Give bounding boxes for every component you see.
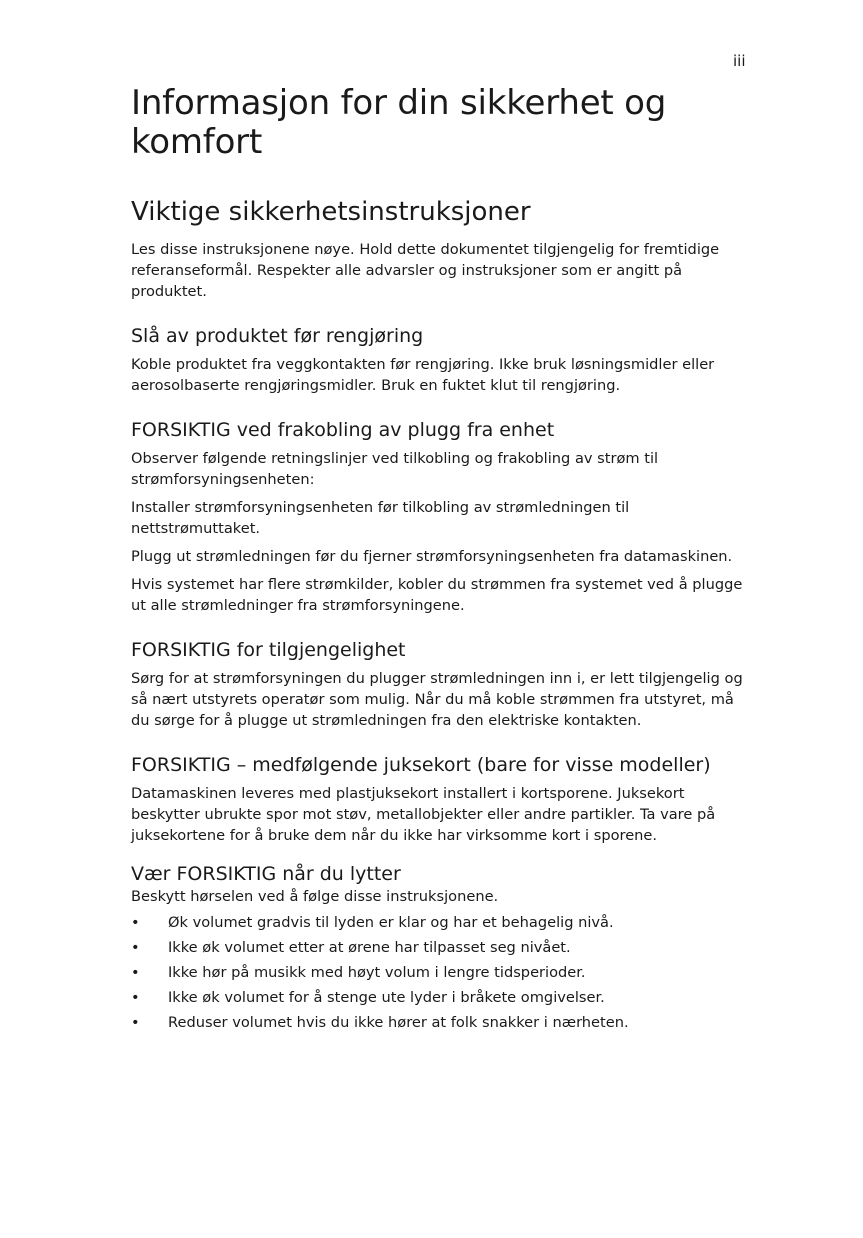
list-item-text: Ikke hør på musikk med høyt volum i lengre tidsperioder. [168,964,586,981]
unplug-section [131,418,751,616]
page-content [131,84,751,1035]
bullet-icon: • [131,989,140,1006]
list-item-text: Ikke øk volumet etter at ørene har tilpasset seg nivået. [168,939,571,956]
page-number: iii [733,52,746,70]
listening-section [131,862,751,1035]
listening-list [131,910,751,1035]
bullet-icon: • [131,914,140,931]
bullet-icon: • [131,1014,140,1031]
unplug-heading: FORSIKTIG ved frakobling av plugg fra enhet [131,419,555,441]
cleaning-section [131,324,751,396]
list-item [131,985,751,1010]
dummy-cards-text: Datamaskinen leveres med plastjuksekort installert i kortsporene. Juksekort beskytter ubrukte spor mot støv, metallobjekter eller andre partikler. Ta vare på juksekortene for å bruke dem når du ikke har virksomme kort i sporene. [131,785,716,844]
cleaning-text: Koble produktet fra veggkontakten før rengjøring. Ikke bruk løsningsmidler eller aerosolbaserte rengjøringsmidler. Bruk en fuktet klut til rengjøring. [131,356,715,394]
section-title: Viktige sikkerhetsinstruksjoner [131,197,531,227]
accessibility-section [131,638,751,731]
listening-heading: Vær FORSIKTIG når du lytter [131,863,401,885]
unplug-paragraph-4: Hvis systemet har flere strømkilder, kobler du strømmen fra systemet ved å plugge ut alle strømledninger fra strømforsyningene. [131,576,743,614]
bullet-icon: • [131,939,140,956]
page-title [131,84,751,162]
unplug-paragraph-1: Observer følgende retningslinjer ved tilkobling og frakobling av strøm til strømforsyningsenheten: [131,450,659,488]
page-title-line2: komfort [131,122,263,162]
list-item-text: Øk volumet gradvis til lyden er klar og har et behagelig nivå. [168,914,614,931]
dummy-cards-section [131,753,751,846]
list-item [131,910,751,935]
dummy-cards-heading: FORSIKTIG – medfølgende juksekort (bare for visse modeller) [131,754,711,776]
page-title-line1: Informasjon for din sikkerhet og [131,83,667,123]
unplug-paragraph-3: Plugg ut strømledningen før du fjerner strømforsyningsenheten fra datamaskinen. [131,548,733,565]
list-item [131,1010,751,1035]
intro-paragraph: Les disse instruksjonene nøye. Hold dette dokumentet tilgjengelig for fremtidige referanseformål. Respekter alle advarsler og instruksjoner som er angitt på produktet. [131,241,720,300]
list-item-text: Reduser volumet hvis du ikke hører at folk snakker i nærheten. [168,1014,629,1031]
list-item [131,935,751,960]
accessibility-heading: FORSIKTIG for tilgjengelighet [131,639,406,661]
unplug-paragraph-2: Installer strømforsyningsenheten før tilkobling av strømledningen til nettstrømuttaket. [131,499,630,537]
list-item [131,960,751,985]
cleaning-heading: Slå av produktet før rengjøring [131,325,424,347]
listening-intro: Beskytt hørselen ved å følge disse instruksjonene. [131,888,499,905]
list-item-text: Ikke øk volumet for å stenge ute lyder i bråkete omgivelser. [168,989,605,1006]
bullet-icon: • [131,964,140,981]
accessibility-text: Sørg for at strømforsyningen du plugger strømledningen inn i, er lett tilgjengelig og så nært utstyrets operatør som mulig. Når du må koble strømmen fra utstyret, må du sørge for å plugge ut strømledningen fra den elektriske kontakten. [131,670,743,729]
